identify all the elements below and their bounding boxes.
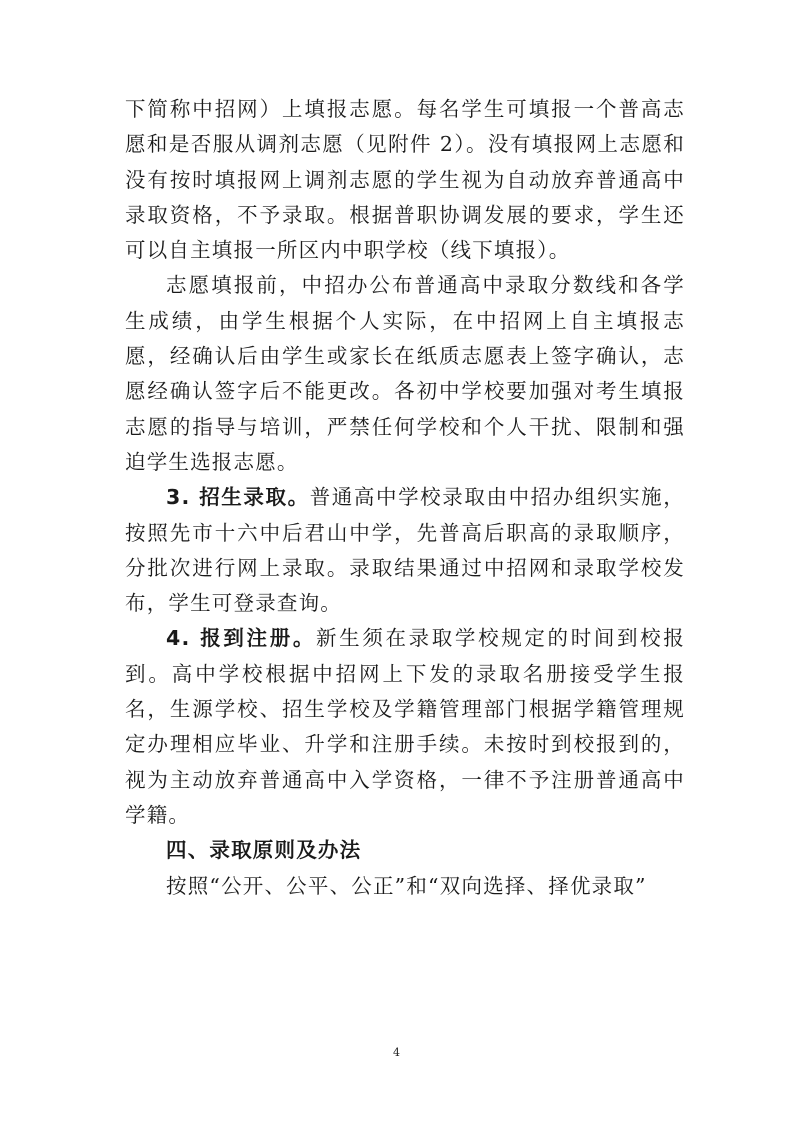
paragraph-2-text: 志愿填报前，中招办公布普通高中录取分数线和各学生成绩，由学生根据个人实际，在中招网上自主填报志愿，经确认后由学生或家长在纸质志愿表上签字确认，志愿经确认签字后不能更改。各初中学校要加强对考生填报志愿的指导与培训，严禁任何学校和个人干扰、限制和强迫学生选报志愿。	[125, 273, 685, 474]
paragraph-4-lead: 4. 报到注册。	[166, 626, 317, 651]
paragraph-3-text: 普通高中学校录取由中招办组织实施，按照先市十六中后君山中学，先普高后职高的录取顺序，分批次进行网上录取。录取结果通过中招网和录取学校发布，学生可登录查询。	[125, 485, 685, 616]
paragraph-4	[125, 621, 685, 833]
paragraph-4-text: 新生须在录取学校规定的时间到校报到。高中学校根据中招网上下发的录取名册接受学生报名，生源学校、招生学校及学籍管理部门根据学籍管理规定办理相应毕业、升学和注册手续。未按时到校报到的，视为主动放弃普通高中入学资格，一律不予注册普通高中学籍。	[125, 626, 686, 827]
page-number: 4	[393, 1046, 400, 1059]
paragraph-3-lead: 3. 招生录取。	[166, 485, 310, 510]
paragraph-1	[125, 92, 685, 268]
section-heading: 四、录取原则及办法	[166, 838, 362, 863]
paragraph-5-text: 按照“公开、公平、公正”和“双向选择、择优录取”	[166, 873, 647, 898]
paragraph-5	[125, 869, 685, 904]
paragraph-3	[125, 480, 685, 621]
paragraph-1-text: 下简称中招网）上填报志愿。每名学生可填报一个普高志愿和是否服从调剂志愿（见附件 2）。没有填报网上志愿和没有按时填报网上调剂志愿的学生视为自动放弃普通高中录取资格，不予录取。根据普职协调发展的要求，学生还可以自主填报一所区内中职学校（线下填报）。	[125, 97, 685, 263]
paragraph-2	[125, 268, 685, 480]
body-text	[125, 92, 685, 904]
